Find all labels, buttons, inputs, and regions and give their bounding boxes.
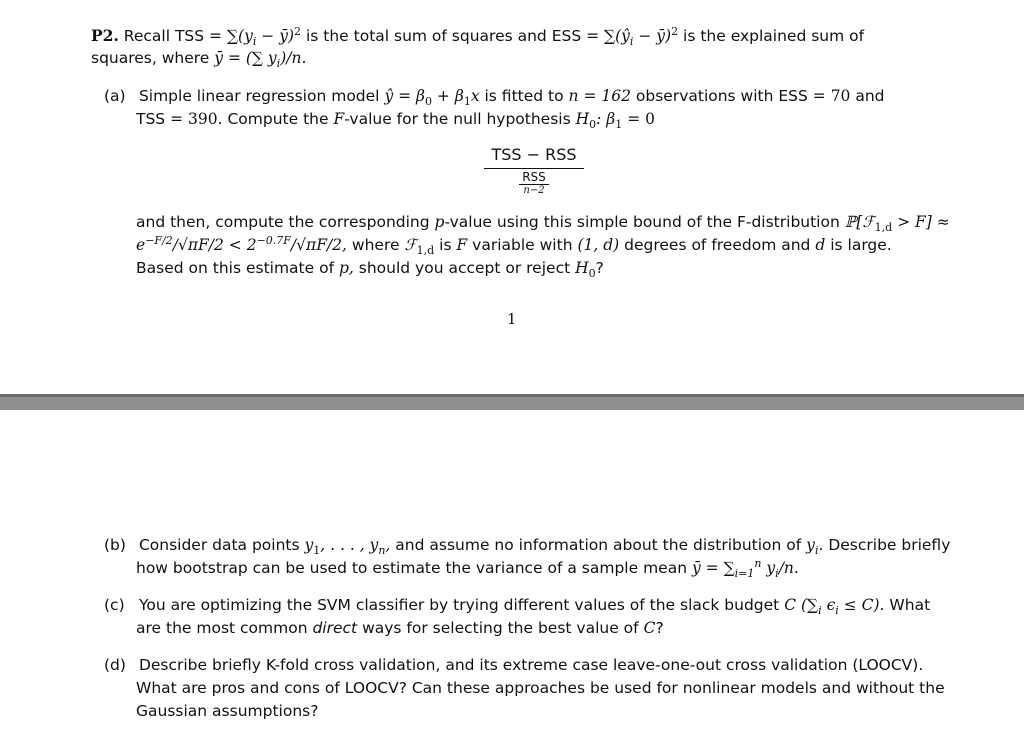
part-a-line-3: and then, compute the corresponding p-value using this simple bound of the F-distribution ℙ[ℱ$_{1,d}$ > F] ≈ (136, 213, 950, 235)
problem-label: P2. (91, 26, 119, 45)
problem-intro-line-1: P2. Recall TSS = $\sum(y_i$ − ȳ)$^2$ is the total sum of squares and ESS = $\sum(ŷ_i$ − ȳ)$^2$ is the explained sum of (91, 24, 865, 49)
part-b-label: (b) (104, 536, 126, 554)
fraction-denominator-top: RSS (522, 170, 546, 184)
part-d-line-1: (d) Describe briefly K-fold cross validation, and its extreme case leave-one-out cross validation (LOOCV). (104, 654, 923, 677)
part-a-line-4: $e^{-F/2}/√\pi F/2 < 2^{-0.7F}/√\pi F/2$, where ℱ$_{1,d}$ is F variable with (1, d) degrees of freedom and d is large. (136, 233, 892, 258)
f-statistic-fraction (484, 144, 584, 197)
part-c-line-2: are the most common direct ways for selecting the best value of C? (136, 619, 664, 637)
part-a-line-1: (a) Simple linear regression model ŷ = $\beta_0 + \beta_1x$ is fitted to n = 162 observations with ESS = 70 and (104, 87, 885, 109)
part-a-line-2: TSS = 390. Compute the F-value for the null hypothesis $H_0$: $\beta_1 = 0$ (136, 110, 655, 132)
page-number: 1 (507, 310, 517, 328)
part-a-line-5: Based on this estimate of p, should you accept or reject $H_0$? (136, 259, 604, 281)
part-c-label: (c) (104, 596, 125, 614)
part-d-line-3: Gaussian assumptions? (136, 702, 319, 720)
part-d-line-2: What are pros and cons of LOOCV? Can these approaches be used for nonlinear models and without the (136, 679, 945, 697)
page-separator (0, 394, 1024, 410)
part-a-label: (a) (104, 87, 126, 105)
part-b-line-1: (b) Consider data points $y_1$, . . . , $y_n$, and assume no information about the distribution of $y_i$. Describe briefly (104, 536, 951, 558)
part-c-line-1: (c) You are optimizing the SVM classifier by trying different values of the slack budget C ($\sum_i$ $\epsilon_i \le C$). What (104, 596, 931, 618)
part-d-label: (d) (104, 656, 126, 674)
fraction-denominator-bottom: n−2 (523, 185, 545, 196)
part-b-line-2: how bootstrap can be used to estimate the variance of a sample mean ȳ = $\sum_{i=1}^n$ $y_i/n$. (136, 556, 799, 581)
document-page-2 (0, 410, 1024, 746)
problem-intro-line-2: squares, where ȳ = (∑ $y_i)/n$. (91, 49, 307, 71)
fraction-numerator: TSS − RSS (491, 145, 577, 164)
